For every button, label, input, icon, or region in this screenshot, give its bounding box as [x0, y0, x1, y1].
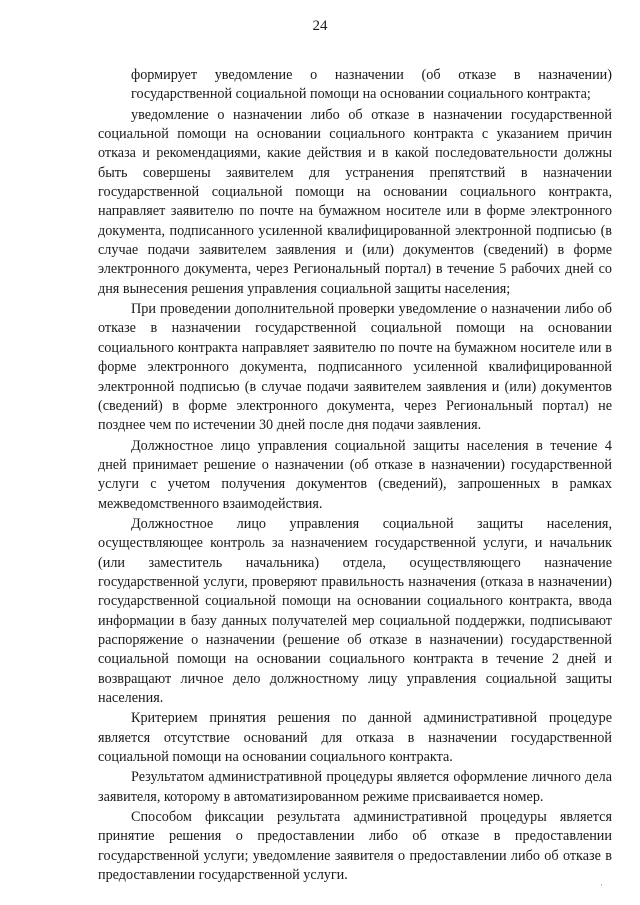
paragraph: Способом фиксации результата административной процедуры является принятие решения о предоставлении либо об отказе в предоставлении государственной услуги; уведомление заявителя о предоставлении либо об отказе в предоставлении государственной услуги. [98, 809, 612, 884]
paragraph: Критерием принятия решения по данной административной процедуре является отсутствие оснований для отказа в назначении государственной социальной помощи на основании социального контракта. [98, 710, 612, 766]
page-number: 24 [312, 18, 328, 34]
scan-speck: · [600, 880, 603, 890]
document-body [98, 66, 612, 886]
paragraph: Должностное лицо управления социальной защиты населения, осуществляющее контроль за назначением государственной услуги, и начальник (или заместитель начальника) отдела, осуществляющего назначение государственной услуги, проверяют правильность назначения (отказа в назначении) государственной социальной помощи на основании социального контракта, ввода информации в базу данных получателей мер социальной поддержки, подписывают распоряжение о назначении (решение об отказе в назначении) государственной социальной помощи на основании социального контракта в течение 2 дней и возвращают личное дело должностному лицу управления социальной защиты населения. [98, 515, 612, 706]
paragraph: При проведении дополнительной проверки уведомление о назначении либо об отказе в назначении государственной социальной помощи на основании социального контракта направляет заявителю по почте на бумажном носителе или в форме электронного документа, подписанного усиленной квалифицированной электронной подписью (в случае подачи заявителем заявления и (или) документов (сведений) в форме электронного документа, через Региональный портал) не позднее чем по истечении 30 дней после дня подачи заявления. [98, 301, 612, 434]
paragraph: уведомление о назначении либо об отказе в назначении государственной социальной помощи на основании социального контракта с указанием причин отказа и рекомендациями, какие действия и в какой последовательности должны быть совершены заявителем для устранения препятствий в назначении государственной социальной помощи на основании социального контракта, направляет заявителю по почте на бумажном носителе или в форме электронного документа, подписанного усиленной квалифицированной электронной подписью (в случае подачи заявителем заявления и (или) документов (сведений) в форме электронного документа, через Региональный портал) в течение 5 рабочих дней со дня вынесения решения управления социальной защиты населения; [98, 106, 612, 297]
paragraph: Должностное лицо управления социальной защиты населения в течение 4 дней принимает решение о назначении (об отказе в назначении) государственной услуги с учетом получения документов (сведений), запрошенных в рамках межведомственного взаимодействия. [98, 437, 612, 512]
paragraph-continuation: формирует уведомление о назначении (об отказе в назначении) государственной социальной помощи на основании социального контракта; [131, 67, 612, 103]
paragraph: Результатом административной процедуры является оформление личного дела заявителя, которому в автоматизированном режиме присваивается номер. [98, 769, 612, 805]
